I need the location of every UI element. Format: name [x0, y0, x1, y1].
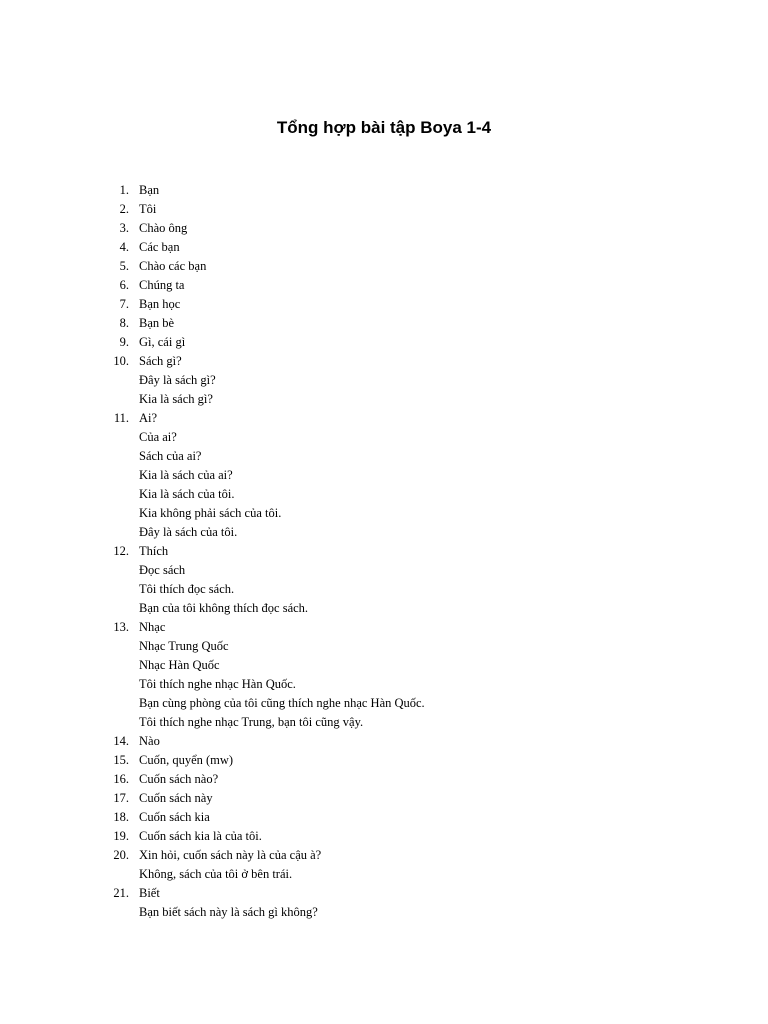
list-item-text: Các bạn	[139, 240, 180, 254]
list-item-text: Xin hỏi, cuốn sách này là của cậu à?	[139, 848, 322, 862]
list-item	[0, 333, 768, 352]
list-item	[0, 827, 768, 846]
list-item-subline	[0, 713, 768, 732]
list-item-subline	[0, 504, 768, 523]
list-item	[0, 352, 768, 409]
list-item-line	[0, 181, 768, 200]
list-item	[0, 846, 768, 884]
list-item-text: Của ai?	[139, 430, 177, 444]
list-item-number: 21.	[113, 886, 129, 900]
list-item-subline	[0, 599, 768, 618]
list-item-number: 10.	[113, 354, 129, 368]
list-item	[0, 409, 768, 542]
list-item	[0, 789, 768, 808]
list-item-subline	[0, 903, 768, 922]
list-item-text: Bạn	[139, 183, 160, 197]
list-item-subline	[0, 466, 768, 485]
list-item-text: Chúng ta	[139, 278, 185, 292]
list-item-text: Tôi	[139, 202, 157, 216]
list-item-line	[0, 846, 768, 865]
list-item-subline	[0, 675, 768, 694]
list-item-text: Ai?	[139, 411, 158, 425]
list-item-text: Nhạc	[139, 620, 166, 634]
list-item	[0, 181, 768, 200]
list-item-subline	[0, 694, 768, 713]
list-item	[0, 542, 768, 618]
list-item-subline	[0, 428, 768, 447]
list-item	[0, 618, 768, 732]
list-item	[0, 257, 768, 276]
list-item-text: Cuốn, quyển (mw)	[139, 753, 234, 767]
list-item-number: 9.	[119, 335, 129, 349]
list-item-line	[0, 808, 768, 827]
list-item	[0, 219, 768, 238]
list-item-text: Kia không phải sách của tôi.	[139, 506, 282, 520]
list-item-number: 5.	[119, 259, 129, 273]
list-item-number: 7.	[119, 297, 129, 311]
list-item-number: 1.	[119, 183, 129, 197]
list-item-line	[0, 238, 768, 257]
list-item-text: Biết	[139, 886, 160, 900]
list-item-line	[0, 827, 768, 846]
list-item	[0, 884, 768, 922]
list-item-number: 3.	[119, 221, 129, 235]
list-item-number: 12.	[113, 544, 129, 558]
list-item	[0, 314, 768, 333]
list-item-subline	[0, 523, 768, 542]
list-item-line	[0, 257, 768, 276]
numbered-list	[0, 181, 768, 922]
list-item-subline	[0, 656, 768, 675]
list-item-text: Nào	[139, 734, 160, 748]
list-item-line	[0, 200, 768, 219]
list-item-number: 6.	[119, 278, 129, 292]
list-item-number: 11.	[113, 411, 129, 425]
list-item-line	[0, 314, 768, 333]
list-item-subline	[0, 580, 768, 599]
list-item-text: Bạn bè	[139, 316, 175, 330]
list-item	[0, 732, 768, 751]
list-item-line	[0, 884, 768, 903]
list-item-number: 16.	[113, 772, 129, 786]
document-title: Tổng hợp bài tập Boya 1-4	[276, 118, 492, 137]
list-item-subline	[0, 371, 768, 390]
list-item-line	[0, 219, 768, 238]
list-item-line	[0, 732, 768, 751]
list-item-subline	[0, 865, 768, 884]
list-item	[0, 276, 768, 295]
list-item-text: Sách gì?	[139, 354, 182, 368]
list-item-line	[0, 542, 768, 561]
list-item-text: Cuốn sách nào?	[139, 772, 219, 786]
list-item-text: Cuốn sách kia	[139, 810, 210, 824]
list-item-subline	[0, 561, 768, 580]
list-item-text: Tôi thích nghe nhạc Hàn Quốc.	[139, 677, 296, 691]
list-item-text: Đọc sách	[139, 563, 186, 577]
list-item-line	[0, 409, 768, 428]
list-item-line	[0, 333, 768, 352]
list-item	[0, 295, 768, 314]
list-item-text: Nhạc Trung Quốc	[139, 639, 229, 653]
list-item-line	[0, 770, 768, 789]
list-item-line	[0, 352, 768, 371]
list-item-number: 20.	[113, 848, 129, 862]
list-item-text: Kia là sách của ai?	[139, 468, 233, 482]
list-item	[0, 238, 768, 257]
list-item-text: Chào ông	[139, 221, 188, 235]
list-item-text: Đây là sách gì?	[139, 373, 216, 387]
list-item-line	[0, 751, 768, 770]
list-item-subline	[0, 447, 768, 466]
list-item-line	[0, 618, 768, 637]
list-item-text: Sách của ai?	[139, 449, 202, 463]
list-item-number: 14.	[113, 734, 129, 748]
list-item-text: Thích	[139, 544, 169, 558]
list-item-text: Bạn cùng phòng của tôi cũng thích nghe nhạc Hàn Quốc.	[139, 696, 425, 710]
list-item-text: Cuốn sách kia là của tôi.	[139, 829, 262, 843]
list-item	[0, 770, 768, 789]
list-item-number: 13.	[113, 620, 129, 634]
list-item-text: Tôi thích nghe nhạc Trung, bạn tôi cũng vậy.	[139, 715, 364, 729]
list-item-number: 15.	[113, 753, 129, 767]
list-item	[0, 200, 768, 219]
list-item-number: 4.	[119, 240, 129, 254]
list-item-text: Nhạc Hàn Quốc	[139, 658, 220, 672]
list-item-line	[0, 295, 768, 314]
list-item-line	[0, 276, 768, 295]
list-item	[0, 808, 768, 827]
list-item-text: Gì, cái gì	[139, 335, 186, 349]
list-item-number: 8.	[119, 316, 129, 330]
list-item-number: 2.	[119, 202, 129, 216]
list-item-text: Kia là sách của tôi.	[139, 487, 235, 501]
list-item-number: 19.	[113, 829, 129, 843]
list-item-text: Bạn của tôi không thích đọc sách.	[139, 601, 309, 615]
list-item-text: Bạn học	[139, 297, 181, 311]
list-item-text: Bạn biết sách này là sách gì không?	[139, 905, 318, 919]
list-item-number: 17.	[113, 791, 129, 805]
list-item-subline	[0, 390, 768, 409]
list-item-subline	[0, 485, 768, 504]
list-item-subline	[0, 637, 768, 656]
list-item-text: Đây là sách của tôi.	[139, 525, 238, 539]
list-item-number: 18.	[113, 810, 129, 824]
list-item-text: Cuốn sách này	[139, 791, 213, 805]
list-item	[0, 751, 768, 770]
list-item-text: Không, sách của tôi ở bên trái.	[139, 867, 293, 881]
list-item-text: Kia là sách gì?	[139, 392, 213, 406]
list-item-line	[0, 789, 768, 808]
list-item-text: Tôi thích đọc sách.	[139, 582, 235, 596]
list-item-text: Chào các bạn	[139, 259, 207, 273]
